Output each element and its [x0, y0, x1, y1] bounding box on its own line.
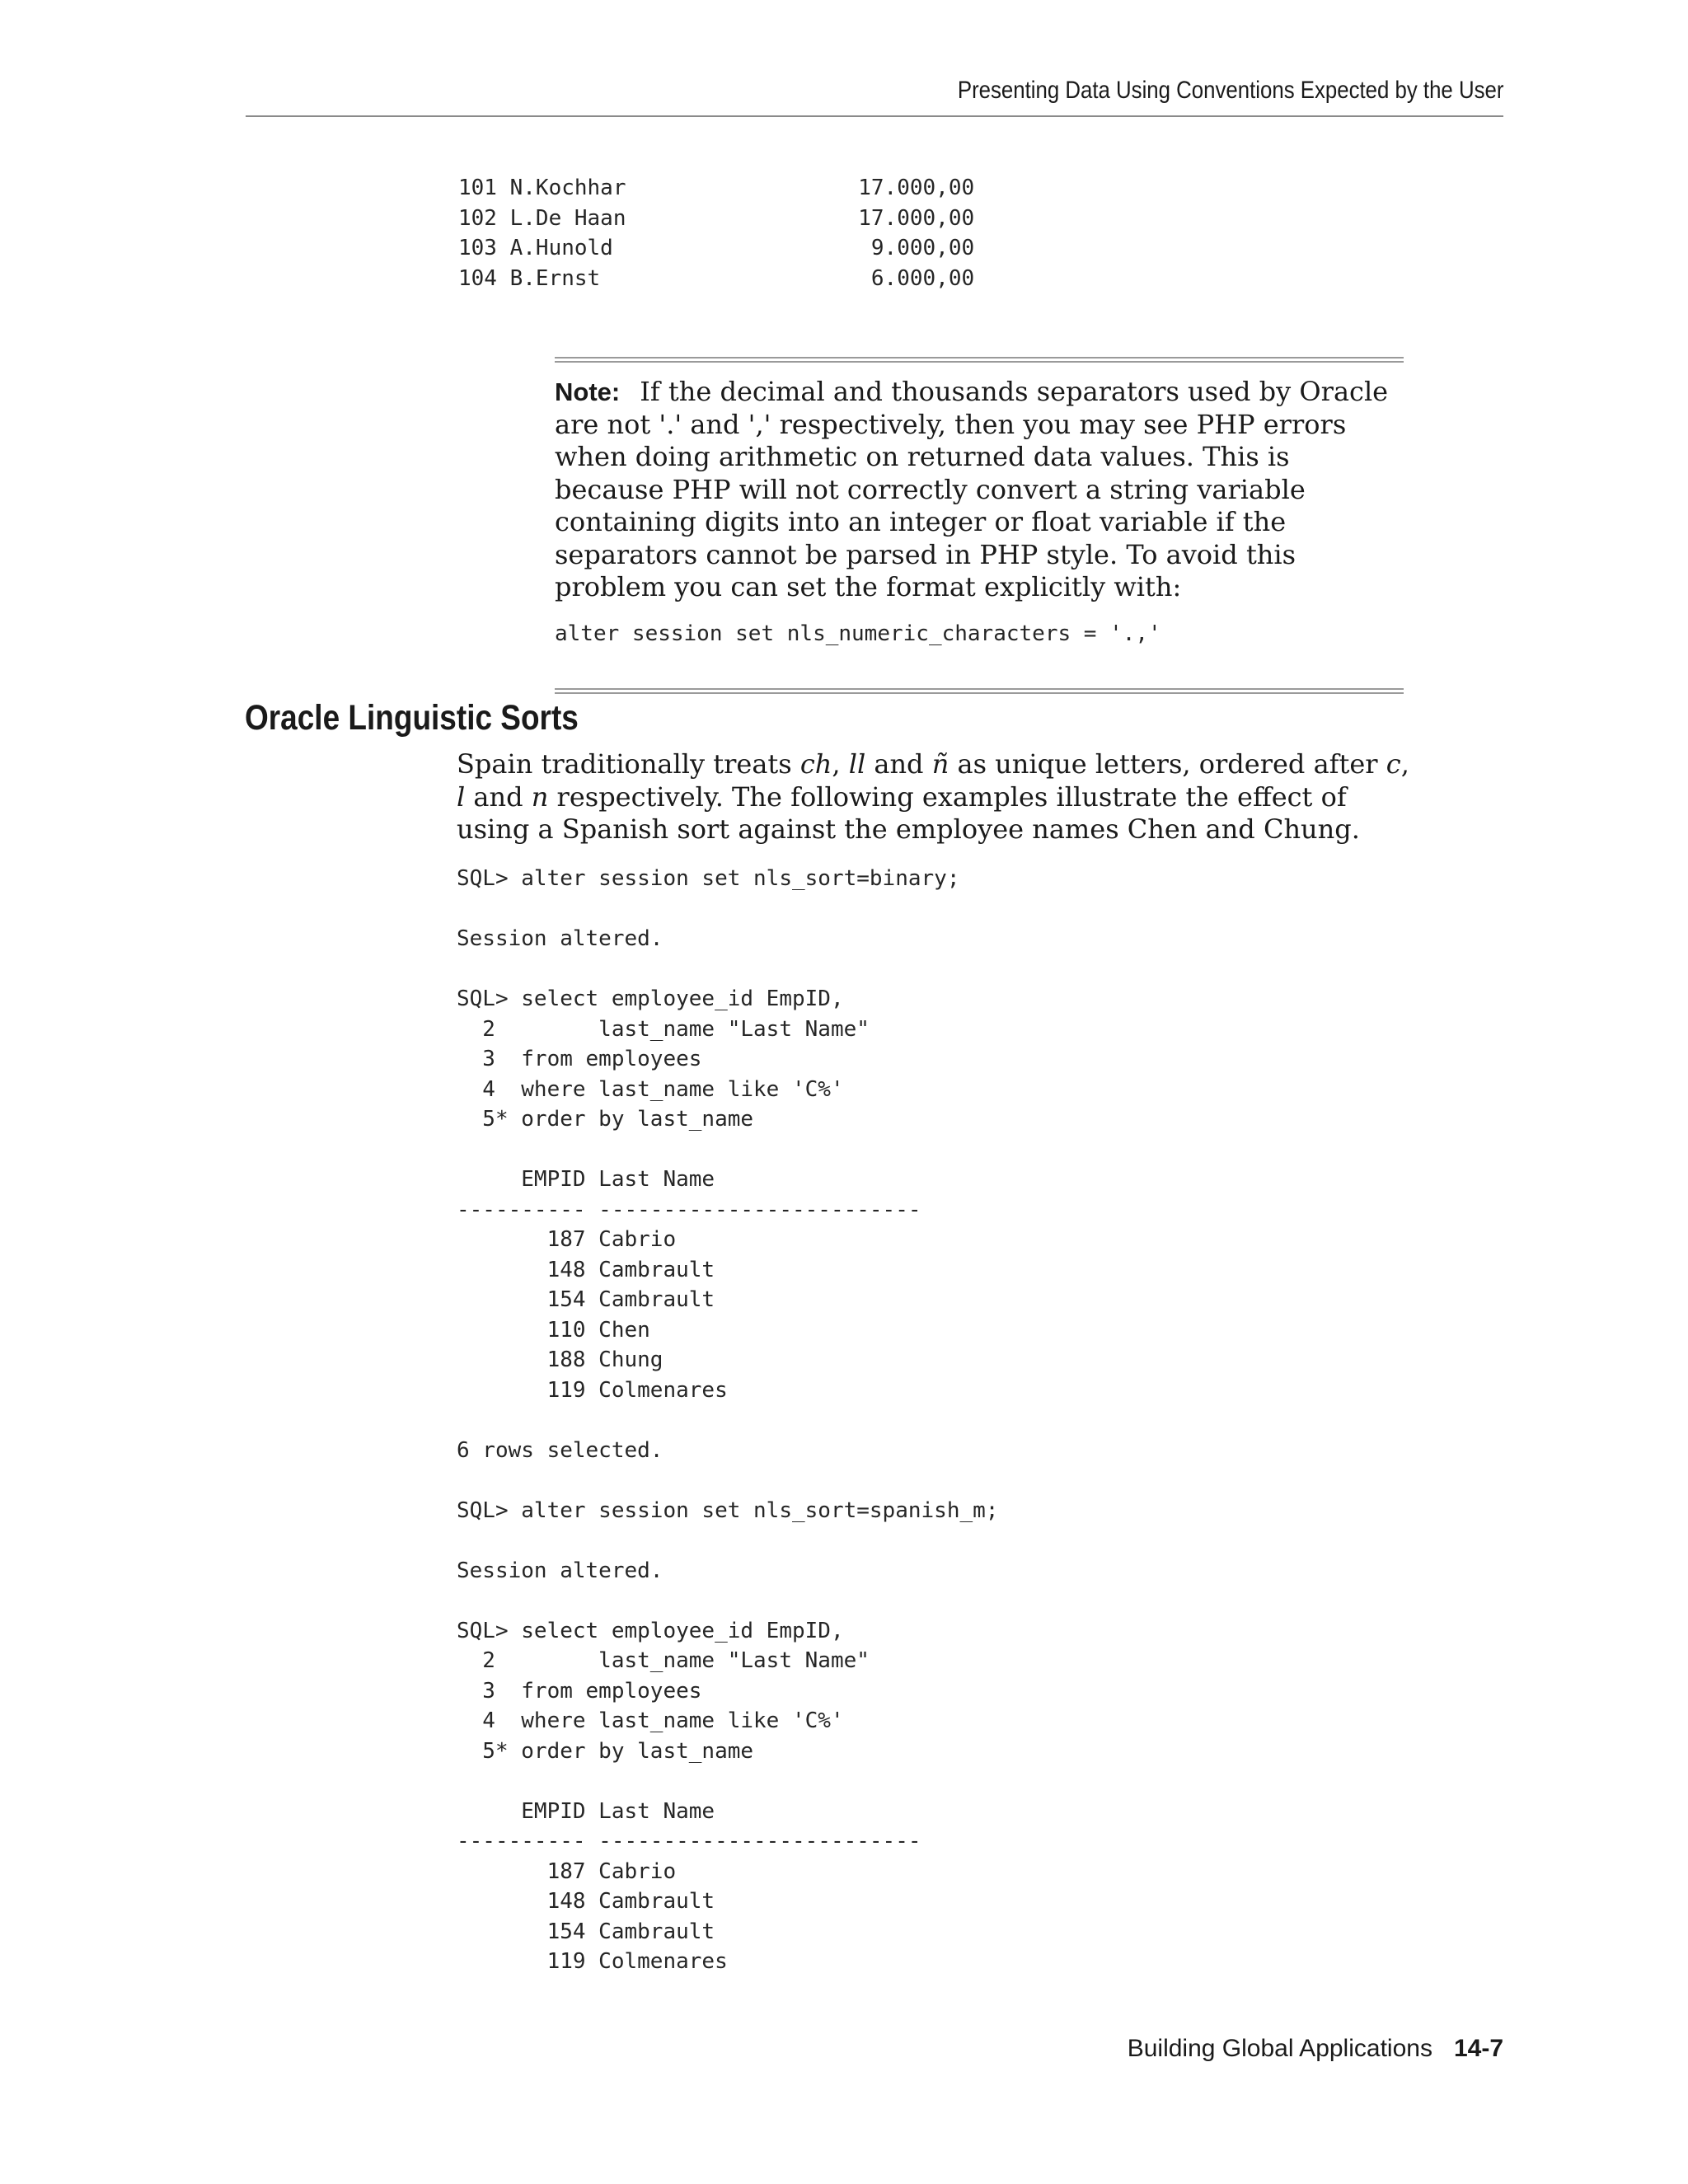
note-label: Note: — [555, 377, 621, 406]
code-block-sql-session: SQL> alter session set nls_sort=binary; Session altered. SQL> select employee_id EmpID, 2 last_name "Last Name" 3 from employees 4 where last_name like 'C%' 5* order by last_name EMPID Last Name ---------- ------------------------- 187 Cabrio 148 Cambrault 154 Cambrault 110 Chen 188 Chung 119 Colmenares 6 rows selected. SQL> alter session set nls_sort=spanish_m; Session altered. SQL> select employee_id EmpID, 2 last_name "Last Name" 3 from employees 4 where last_name like 'C%' 5* order by last_name EMPID Last Name ---------- ------------------------- 187 Cabrio 148 Cambrault 154 Cambrault 119 Colmenares — [457, 866, 999, 1974]
note-box — [555, 357, 1404, 694]
running-header-title: Presenting Data Using Conventions Expected by the User — [957, 77, 1503, 104]
section-heading: Oracle Linguistic Sorts — [245, 698, 579, 738]
note-code: alter session set nls_numeric_characters = '.,' — [555, 621, 1161, 646]
page-header — [246, 73, 1503, 117]
note-bottom-rule — [555, 688, 1404, 694]
page-number: 14-7 — [1453, 2035, 1503, 2062]
note-top-rule — [555, 357, 1404, 363]
note-body — [555, 363, 1404, 649]
note-text: If the decimal and thousands separators used by Oracle are not '.' and ',' respectively, then you may see PHP errors when doing arithmetic on returned data values. This is because PHP will not correctly convert a string variable containing digits into an integer or float variable if the separators cannot be parsed in PHP style. To avoid this problem you can set the format explicitly with: — [555, 376, 1389, 602]
page-footer — [1128, 2031, 1503, 2067]
footer-title: Building Global Applications — [1127, 2035, 1432, 2062]
code-block-query-results: 101 N.Kochhar 17.000,00 102 L.De Haan 17.000,00 103 A.Hunold 9.000,00 104 B.Ernst 6.000,00 — [458, 176, 975, 291]
section-intro-paragraph: Spain traditionally treats ch, ll and ñ as unique letters, ordered after c, l and n respectively. The following examples illustrate the effect of using a Spanish sort against the employee names Chen and Chung. — [457, 748, 1409, 845]
